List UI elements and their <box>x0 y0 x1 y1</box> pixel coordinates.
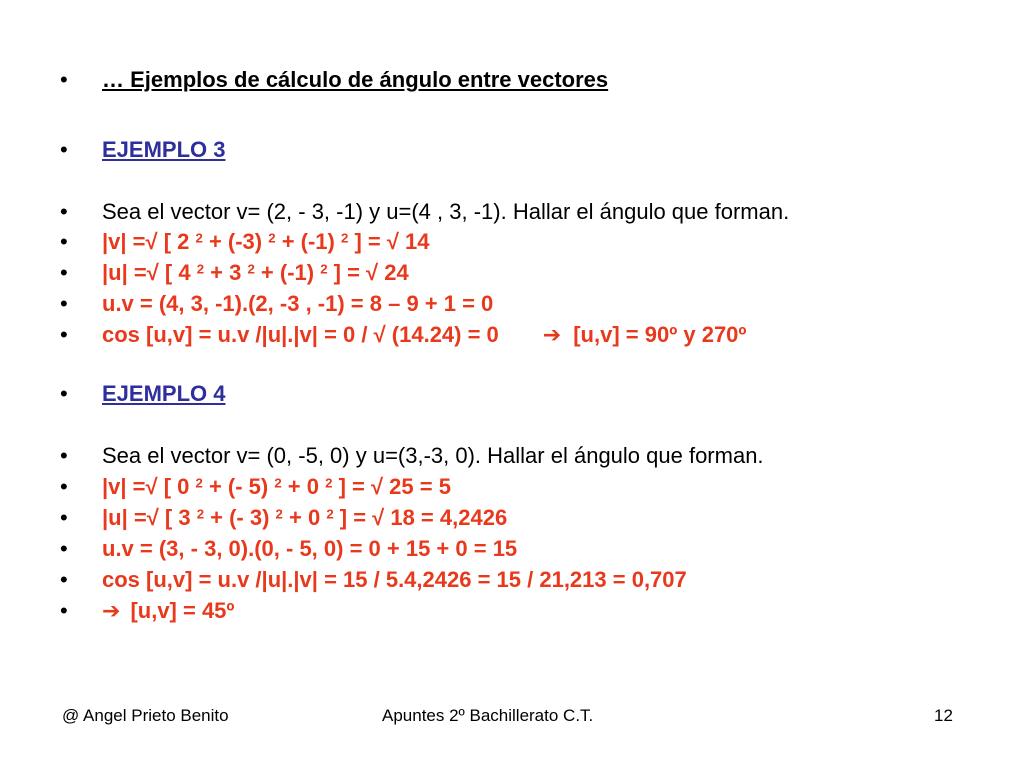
bullet: • <box>60 474 68 499</box>
example3-heading-line <box>60 136 225 164</box>
bullet: • <box>60 322 68 347</box>
example3-cos-line <box>60 321 746 349</box>
bullet: • <box>60 260 68 285</box>
example3-cos: cos [u,v] = u.v /|u|.|v| = 0 / √ (14.24) = 0 <box>102 322 499 347</box>
example3-modv: |v| =√ [ 2 $^2$ + (-3) $^2$ + (-1) $^2$ ] = √ 14 <box>102 229 430 254</box>
example4-statement: Sea el vector v= (0, -5, 0) y u=(3,-3, 0). Hallar el ángulo que forman. <box>102 443 764 468</box>
bullet: • <box>60 67 68 92</box>
example3-dot-product: u.v = (4, 3, -1).(2, -3 , -1) = 8 – 9 + 1 = 0 <box>102 291 494 316</box>
example4-result: [u,v] = 45º <box>130 598 235 623</box>
example3-heading: EJEMPLO 3 <box>102 137 226 162</box>
example3-modv-line <box>60 228 430 256</box>
example3-modu-line <box>60 259 409 287</box>
bullet: • <box>60 381 68 406</box>
example3-statement: Sea el vector v= (2, - 3, -1) y u=(4 , 3, -1). Hallar el ángulo que forman. <box>102 199 790 224</box>
slide-title: … Ejemplos de cálculo de ángulo entre vectores <box>102 67 609 92</box>
example3-result: [u,v] = 90º y 270º <box>573 322 747 347</box>
example4-modu: |u| =√ [ 3 $^2$ + (- 3) $^2$ + 0 $^2$ ] = √ 18 = 4,2426 <box>102 505 508 530</box>
example4-cos-line <box>60 566 687 594</box>
example4-cos: cos [u,v] = u.v /|u|.|v| = 15 / 5.4,2426 = 15 / 21,213 = 0,707 <box>102 567 687 592</box>
example4-statement-line <box>60 442 764 470</box>
example4-dot-product: u.v = (3, - 3, 0).(0, - 5, 0) = 0 + 15 + 0 = 15 <box>102 536 518 561</box>
example4-modu-line <box>60 504 507 532</box>
bullet: • <box>60 443 68 468</box>
example3-dot-line <box>60 290 493 318</box>
example4-modv-line <box>60 473 451 501</box>
bullet: • <box>60 536 68 561</box>
example4-result-line <box>60 597 234 625</box>
footer-page-number: 12 <box>934 706 953 725</box>
bullet: • <box>60 229 68 254</box>
example3-statement-line <box>60 198 789 226</box>
bullet: • <box>60 598 68 623</box>
example4-modv: |v| =√ [ 0 $^2$ + (- 5) $^2$ + 0 $^2$ ] = √ 25 = 5 <box>102 474 451 499</box>
footer-course: Apuntes 2º Bachillerato C.T. <box>382 706 594 725</box>
bullet: • <box>60 137 68 162</box>
bullet: • <box>60 505 68 530</box>
example4-heading: EJEMPLO 4 <box>102 381 226 406</box>
bullet: • <box>60 291 68 316</box>
slide-title-line <box>60 66 608 94</box>
bullet: • <box>60 199 68 224</box>
arrow-right-icon: ➔ <box>102 598 121 623</box>
example4-dot-line <box>60 535 517 563</box>
arrow-right-icon: ➔ <box>542 322 562 347</box>
bullet: • <box>60 567 68 592</box>
example4-heading-line <box>60 380 225 408</box>
footer-author: @ Angel Prieto Benito <box>62 706 229 725</box>
example3-modu: |u| =√ [ 4 $^2$ + 3 $^2$ + (-1) $^2$ ] = √ 24 <box>102 260 409 285</box>
